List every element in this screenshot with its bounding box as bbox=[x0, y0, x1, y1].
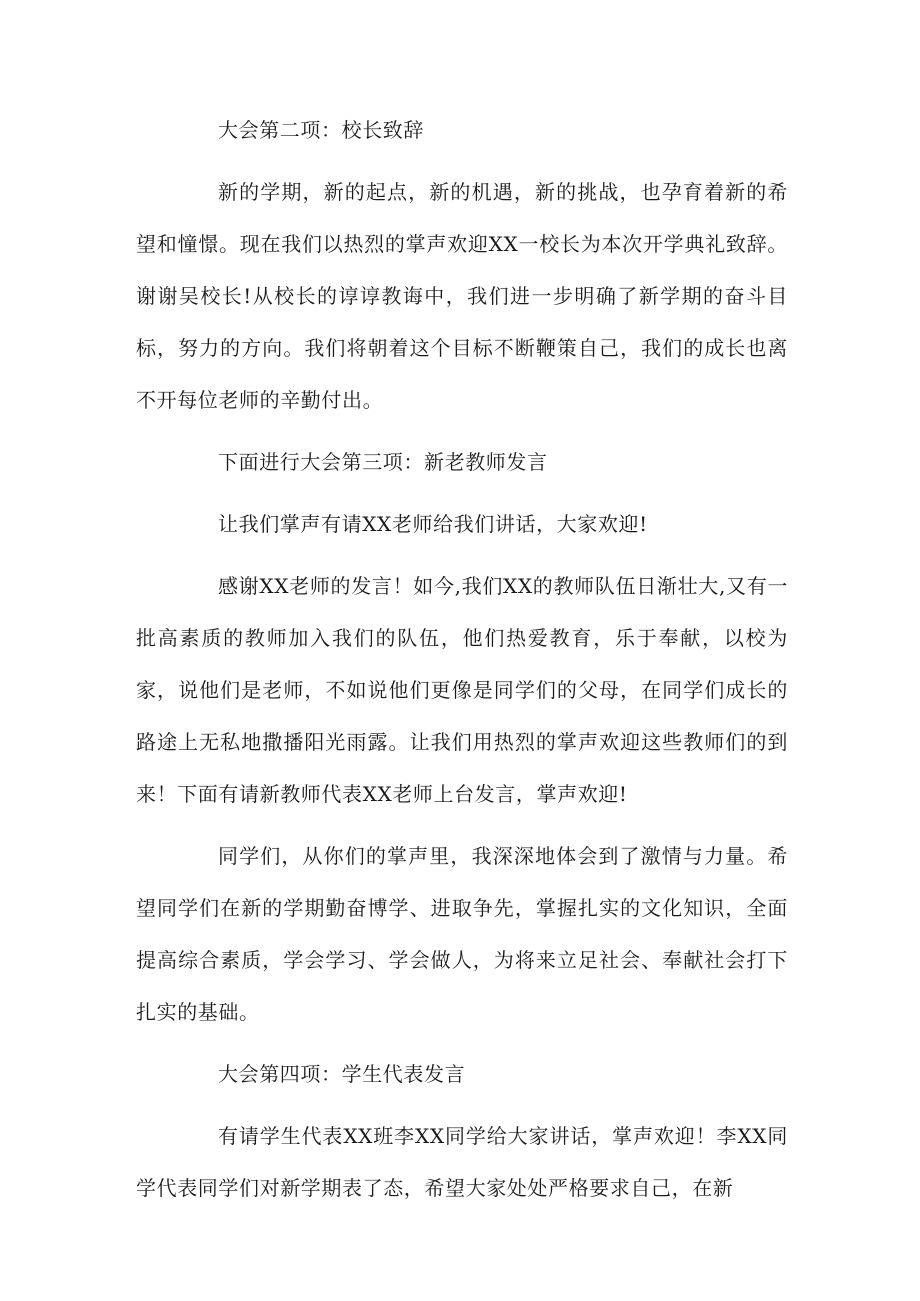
document-body bbox=[136, 104, 788, 1224]
paragraph-principal-speech: 新的学期，新的起点，新的机遇，新的挑战，也孕育着新的希望和憧憬。现在我们以热烈的掌声欢迎XX一校长为本次开学典礼致辞。谢谢吴校长!从校长的谆谆教诲中，我们进一步明确了新学期的奋斗目标，努力的方向。我们将朝着这个目标不断鞭策自己，我们的成长也离不开每位老师的辛勤付出。 bbox=[136, 180, 788, 412]
paragraph-student-rep: 有请学生代表XX班李XX同学给大家讲话，掌声欢迎！李XX同学代表同学们对新学期表了态，希望大家处处严格要求自己，在新 bbox=[136, 1124, 788, 1200]
paragraph-thank-teacher: 感谢XX老师的发言！如今,我们XX的教师队伍日渐壮大,又有一批高素质的教师加入我们的队伍，他们热爱教育，乐于奉献，以校为家，说他们是老师，不如说他们更像是同学们的父母，在同学们成长的路途上无私地撒播阳光雨露。让我们用热烈的掌声欢迎这些教师们的到来！下面有请新教师代表XX老师上台发言，掌声欢迎! bbox=[136, 574, 788, 806]
paragraph-students-hope: 同学们，从你们的掌声里，我深深地体会到了激情与力量。希望同学们在新的学期勤奋博学、进取争先，掌握扎实的文化知识，全面提高综合素质，学会学习、学会做人，为将来立足社会、奉献社会打下扎实的基础。 bbox=[136, 844, 788, 1024]
section-heading-3: 下面进行大会第三项：新老教师发言 bbox=[218, 450, 548, 474]
section-heading-2: 大会第二项：校长致辞 bbox=[218, 118, 424, 142]
section-heading-4: 大会第四项：学生代表发言 bbox=[218, 1062, 466, 1086]
paragraph-invite-teacher: 让我们掌声有请XX老师给我们讲话，大家欢迎! bbox=[218, 512, 648, 536]
